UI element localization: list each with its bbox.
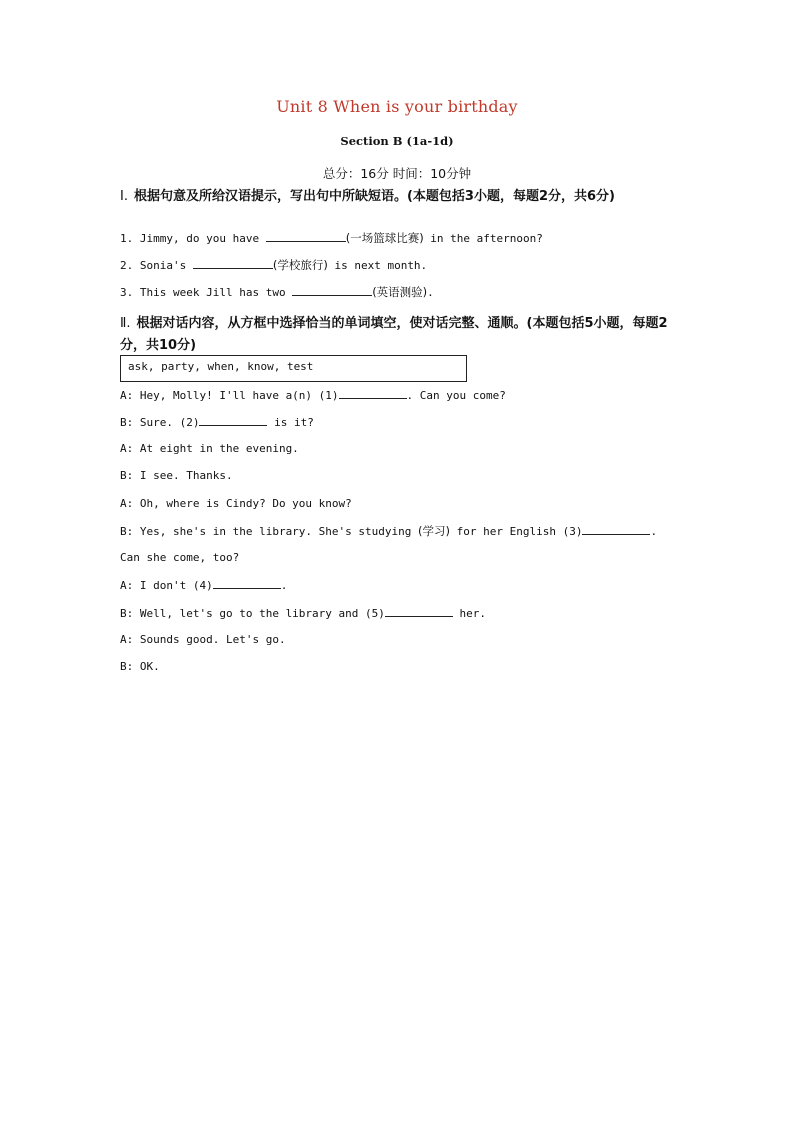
part1-number: Ⅰ. [120, 189, 128, 204]
dialogue-text: for her English (3) [450, 525, 583, 538]
chinese-hint: (学习) [418, 524, 450, 538]
chinese-hint: (英语测验) [372, 285, 428, 299]
dialogue-text: . [280, 579, 288, 592]
dialogue-text: . Can you come? [406, 389, 506, 402]
dialogue-line-5: A: Oh, where is Cindy? Do you know? [120, 497, 352, 510]
dialogue-line-9 [120, 605, 690, 622]
dialogue-line-1 [120, 387, 690, 404]
part1-question-3 [120, 284, 690, 301]
part1-question-2 [120, 257, 690, 274]
dialogue-line-4: B: I see. Thanks. [120, 469, 233, 482]
part1-question-1 [120, 230, 690, 247]
question-text: 3. This week Jill has two [120, 286, 293, 299]
dialogue-text: her. [452, 607, 487, 620]
dialogue-text: A: I don't (4) [120, 579, 213, 592]
question-text: 1. Jimmy, do you have [120, 232, 266, 245]
question-text: . [427, 286, 434, 299]
dialogue-blank-3[interactable] [582, 523, 650, 535]
dialogue-line-8 [120, 577, 690, 594]
dialogue-blank-2[interactable] [199, 414, 267, 426]
part2-number: Ⅱ. [120, 316, 131, 331]
dialogue-line-7: Can she come, too? [120, 551, 240, 564]
answer-blank-2[interactable] [193, 257, 273, 269]
answer-blank-3[interactable] [292, 284, 372, 296]
chinese-hint: (学校旅行) [272, 258, 328, 272]
dialogue-text: B: Sure. (2) [120, 416, 200, 429]
question-text: is next month. [327, 259, 428, 272]
dialogue-line-6 [120, 523, 690, 540]
question-text: 2. Sonia's [120, 259, 193, 272]
word-bank-text: ask, party, when, know, test [128, 360, 314, 373]
section-subtitle: Section B (1a-1d) [340, 134, 454, 148]
word-bank-box [120, 355, 467, 382]
dialogue-line-11: B: OK. [120, 660, 160, 673]
part1-instructions: 根据句意及所给汉语提示，写出句中所缺短语。(本题包括3小题，每题2分，共6分) [133, 189, 615, 204]
dialogue-text: is it? [267, 416, 314, 429]
page-title: Unit 8 When is your birthday [276, 97, 518, 116]
dialogue-line-3: A: At eight in the evening. [120, 442, 299, 455]
answer-blank-1[interactable] [266, 230, 346, 242]
score-time-info: 总分：16分 时间：10分钟 [322, 166, 472, 181]
dialogue-text: . [650, 525, 658, 538]
dialogue-text: B: Well, let's go to the library and (5) [120, 607, 385, 620]
dialogue-blank-4[interactable] [213, 577, 281, 589]
dialogue-text: A: Hey, Molly! I'll have a(n) (1) [120, 389, 339, 402]
question-text: in the afternoon? [423, 232, 543, 245]
part2-instructions: 根据对话内容，从方框中选择恰当的单词填空，使对话完整、通顺。(本题包括5小题，每题2分，共10分) [120, 316, 668, 353]
dialogue-line-10: A: Sounds good. Let's go. [120, 633, 286, 646]
dialogue-blank-1[interactable] [339, 387, 407, 399]
dialogue-line-2 [120, 414, 690, 431]
part2-heading [120, 313, 680, 357]
dialogue-blank-5[interactable] [385, 605, 453, 617]
part1-heading [120, 186, 680, 208]
dialogue-text: B: Yes, she's in the library. She's studying [120, 525, 419, 538]
chinese-hint: (一场篮球比赛) [345, 231, 424, 245]
